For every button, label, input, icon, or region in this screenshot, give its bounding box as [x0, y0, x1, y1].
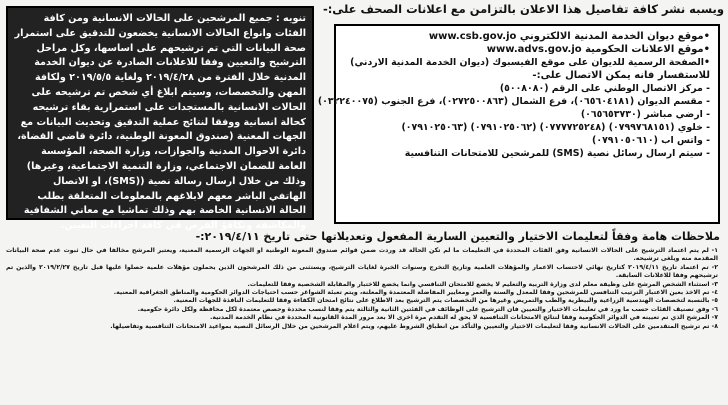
sms-notice: - سيتم ارسال رسائل نصية (SMS) للمرشحين للامتحانات التنافسية [404, 148, 710, 159]
direct-landline: - ارضي مباشر (٠٦٥٦٥٣٧٣٠) [580, 109, 710, 120]
mobile-numbers: - خلوي (٠٧٩٩٧٦٨١٥١) (٠٧٧٧٧٢٥٢٤٨) (٠٧٩١٠٢٥٠٦٢) (٠٧٩١٠٢٥٠٦٣) [401, 122, 710, 133]
note-item: ٦- وفق تصنيف الفئات حسب ما ورد في تعليمات الاختيار والتعيين فان الترشيح على الوظائف في الفئتين الثانية والثالثة يتم وفقا لنسب محددة وحصص معتمدة لكل محافظة ولكل دائرة حكومية. [137, 305, 718, 313]
publication-heading: ويسبه نشر كافة تفاصيل هذا الاعلان بالتزامن مع اعلانات الصحف على:- [322, 2, 724, 16]
note-item: ١- لم يتم اعتماد الترشيح على الحالات الانسانية وفق الفئات المحددة في التعليمات ما لم تكن الحالة قد وردت ضمن قوائم صندوق المعونة الوطنية او الجهات الرسمية المعنية، ويعتبر المرشح مخالفا في حال ثبوت عدم صحة البيانات المقدمة منه ويلغى ترشيحه. [6, 247, 718, 263]
national-call-center: - مركز الاتصال الوطني على الرقم (٥٠٠٨٠٨٠) [499, 83, 710, 94]
note-item: ٧- المرشح الذي تم تعيينه في الدوائر الحكومية وفقا لنتائج الامتحانات التنافسية لا يحق له التقدم مرة اخرى الا بعد مرور المدة القانونية المحددة في نظام الخدمة المدنية. [209, 314, 718, 322]
notes-title: ملاحظات هامة وفقاً لتعليمات الاختيار والتعيين السارية المفعول وتعديلاتها حتى تاريخ ٢٠١٩/٤/١١:- [195, 230, 720, 243]
whatsapp-number: - واتس اب (٠٧٩١٠٥٠٦١٠) [592, 135, 710, 146]
branch-phones: - مقسم الديوان (٠٦٥٦٠٤١٨١)، فرع الشمال (٠٢٧٢٥٠٠٨٦٣)، فرع الجنوب (٠٣٢٢٤٠٠٧٥) [317, 96, 710, 107]
notice-paragraph: تنويه : جميع المرشحين على الحالات الانسانية ومن كافة الفئات وانواع الحالات الانسانية يخضعون للتدقيق على استمرار صحة البيانات التي تم ترشيحهم على اساسها، وكل مراحل الترشيح والتعيين وفقا للاعلانات الصادرة عن ديوان الخدمة المدنية خلال الفترة من ٢٠١٩/٤/٢٨ ولغاية ٢٠١٩/٥/٥ ولكافة المهن والتخصصات، وسيتم ابلاغ أي شخص تم ترشيحه على الحالات الانسانية بالمستجدات على استمرارية بقاء ترشيحه كحالة انسانية ووفقا لنتائج عملية التدقيق وتحديث البيانات مع الجهات المعنية (صندوق المعونة الوطنية، دائرة قاضي القضاة، دائرة الاحوال المدنية والجوازات، وزارة الصحة، المؤسسة العامة للضمان الاجتماعي، وزارة التنمية الاجتماعية، وغيرها) وذلك من خلال ارسال رسالة نصية ((SMS)، او الاتصال الهاتفي الباشر معهم لابلاغهم بالمعلومات المتعلقة بطلب الحالة الانسانية الخاصة بهم وذلك تماشيا مع معاني الشفافية والمكاشفة وتكافؤ الفرص في كافة اجراءات التعيين. [14, 13, 306, 232]
csb-website-link[interactable]: •موقع ديوان الخدمة المدنية الالكتروني www.csb.gov.jo [428, 31, 710, 42]
note-item: ٣- استثناء الشخص المرشح على وظيفة معلم لدى وزارة التربية والتعليم لا يخضع للامتحان التنافسي وانما يخضع للاختبار والمقابلة الشخصية وفقا للتعليمات. [247, 280, 718, 288]
note-item: ٤- تم الاخذ بعين الاعتبار الترتيب التنافسي للمرشحين وفقا للمعدل والسنة والعمر ومعايير المفاضلة المعتمدة والمعلنة، ويتم تعبئة الشواغر حسب احتياجات الدوائر الحكومية والمناطق الجغرافية المعنية. [113, 289, 718, 297]
note-item: ٨- تم ترشيح المتقدمين على الحالات الانسانية وفقا لتعليمات الاختيار والتعيين والتأكد من انطباق الشروط عليهم، ويتم اعلام المرشحين من خلال الرسائل النصية بمواعيد الامتحانات التنافسية وتفاصيلها. [110, 322, 718, 330]
notice-box [6, 6, 314, 232]
facebook-page-line: •الصفحة الرسمية للديوان على موقع الفيسبوك (ديوان الخدمة المدنية الاردني) [350, 57, 710, 68]
advs-website-link[interactable]: •موقع الاعلانات الحكومية www.advs.gov.jo [486, 44, 710, 55]
contact-info-box [317, 24, 720, 224]
contact-heading: للاستفسار فانه يمكن الاتصال على:- [532, 70, 710, 81]
note-item: ٢- تم اعتماد تاريخ ٢٠١٩/٤/١١ كتاريخ نهائي لاحتساب الاعمار والمؤهلات العلمية وتاريخ التخرج وسنوات الخبرة لغايات الترشيح، ويستثنى من ذلك المرشحون الذين يحملون مؤهلات علمية حصلوا عليها قبل تاريخ ٢٠١٩/٢/٢٧ والذين تم ترشيحهم وفقا للاعلانات السابقة. [6, 263, 719, 280]
notes-list [6, 247, 718, 401]
note-item: ٥- بالنسبة لتخصصات الهندسية الزراعية والبيطرية والطب والتمريض وغيرها من التخصصات يتم الترشيح بعد الاطلاع على نتائج امتحان الكفاءة وفقا للتعليمات النافذة للجهات المعنية. [173, 297, 718, 305]
